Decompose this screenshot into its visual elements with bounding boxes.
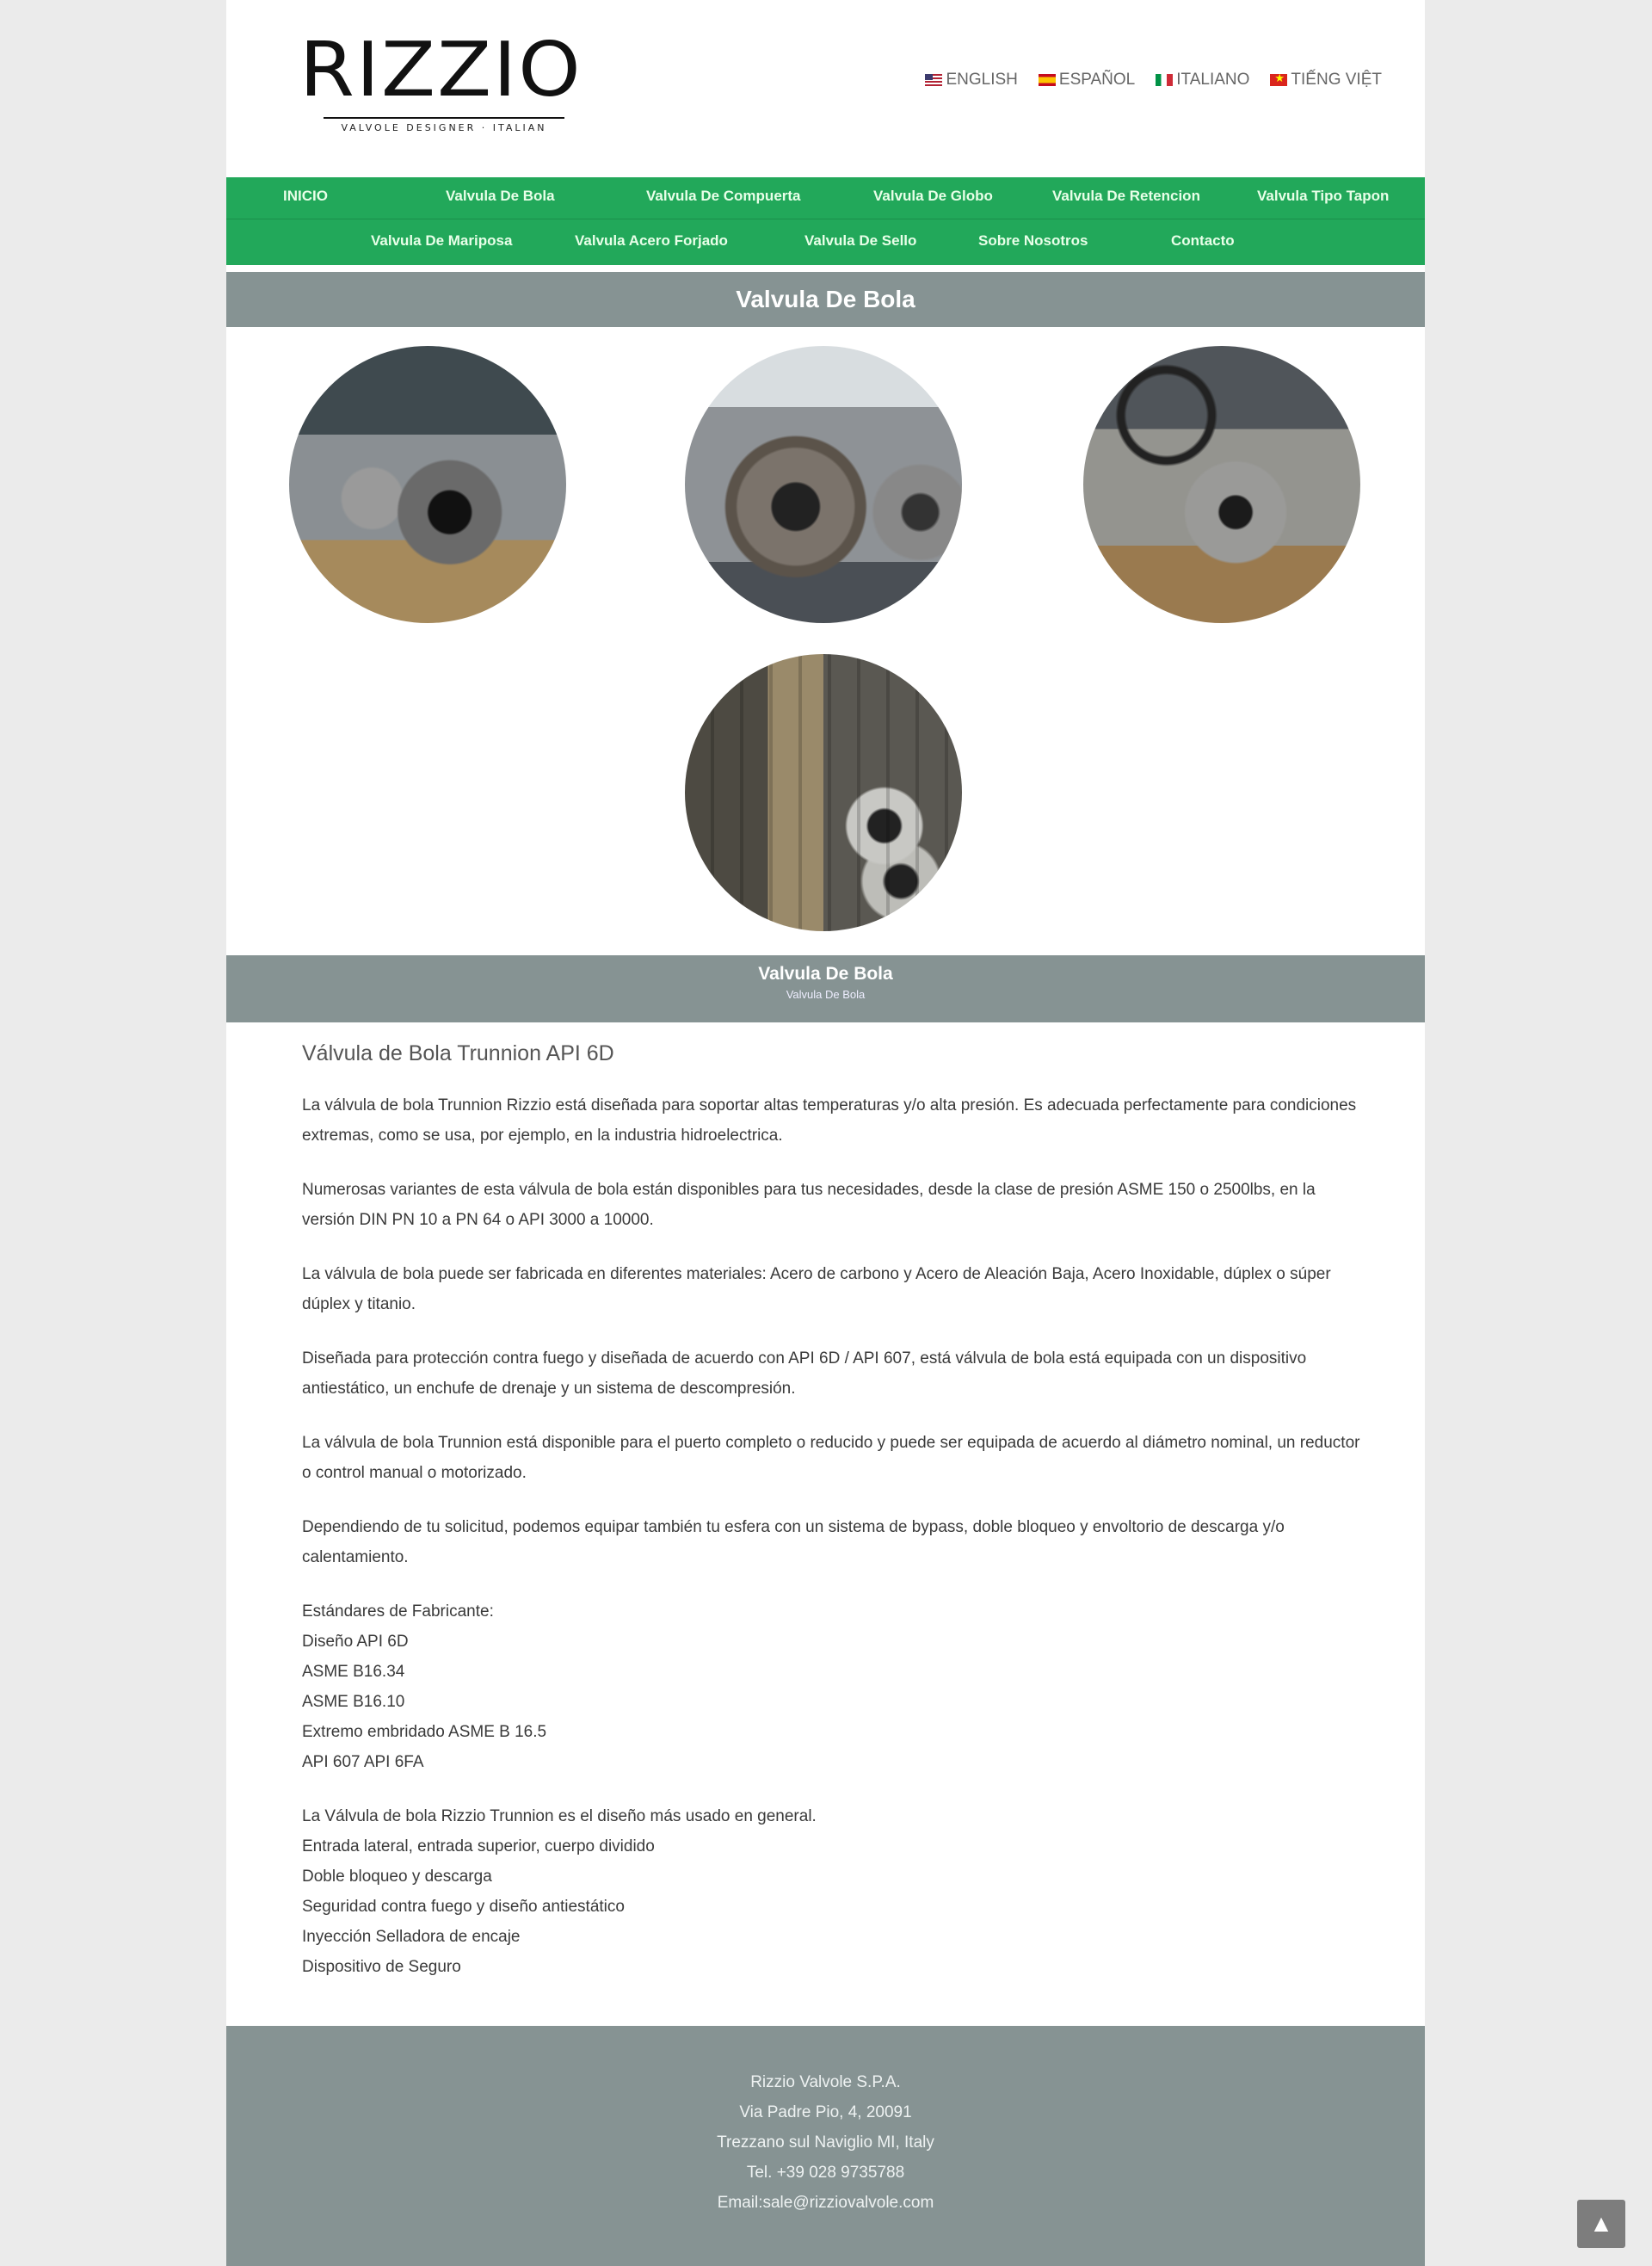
ball-valve-photo-4[interactable]: [685, 654, 962, 931]
nav-valvula-de-mariposa[interactable]: Valvula De Mariposa: [371, 232, 513, 249]
features-list: [302, 1801, 1360, 1982]
back-to-top-button[interactable]: [1577, 2200, 1625, 2248]
nav-valvula-de-retencion[interactable]: Valvula De Retencion: [1052, 188, 1200, 204]
footer-email[interactable]: Email:sale@rizziovalvole.com: [717, 2194, 934, 2212]
nav-valvula-acero-forjado[interactable]: Valvula Acero Forjado: [575, 232, 728, 249]
page-container: [226, 0, 1425, 2266]
chevron-up-icon: ▲: [1589, 2210, 1613, 2237]
list-item: ASME B16.10: [302, 1693, 405, 1711]
footer-city: Trezzano sul Naviglio MI, Italy: [717, 2133, 934, 2152]
lang-vietnamese[interactable]: [1270, 71, 1382, 90]
list-item: Seguridad contra fuego y diseño antiestático: [302, 1898, 625, 1916]
paragraph: La válvula de bola puede ser fabricada en diferentes materiales: Acero de carbono y Acero de Aleación Baja, Acero Inoxidable, dúplex o súper dúplex y titanio.: [302, 1265, 1331, 1313]
lang-label: ENGLISH: [946, 71, 1018, 89]
rizzio-logo[interactable]: [299, 26, 588, 136]
nav-sobre-nosotros[interactable]: Sobre Nosotros: [978, 232, 1088, 249]
paragraph: Numerosas variantes de esta válvula de bola están disponibles para tus necesidades, desde la clase de presión ASME 150 o 2500lbs, en la versión DIN PN 10 a PN 64 o API 3000 a 10000.: [302, 1181, 1316, 1229]
nav-inicio[interactable]: INICIO: [283, 188, 328, 204]
logo-tagline: VALVOLE DESIGNER · ITALIAN: [324, 117, 564, 136]
list-item: Estándares de Fabricante:: [302, 1602, 494, 1621]
main-nav: [226, 177, 1425, 265]
standards-list: [302, 1596, 1360, 1777]
nav-valvula-de-sello[interactable]: Valvula De Sello: [804, 232, 917, 249]
page-title: Valvula De Bola: [226, 272, 1425, 327]
paragraph: La válvula de bola Trunnion está disponible para el puerto completo o reducido y puede ser equipada de acuerdo al diámetro nominal, un reductor o control manual o motorizado.: [302, 1434, 1360, 1482]
section-title: Valvula De Bola: [758, 964, 893, 984]
list-item: Extremo embridado ASME B 16.5: [302, 1723, 547, 1741]
breadcrumb[interactable]: Valvula De Bola: [786, 988, 866, 1001]
lang-espanol[interactable]: [1039, 71, 1135, 90]
spain-flag-icon: [1039, 74, 1056, 86]
lang-english[interactable]: [925, 71, 1017, 90]
main-content: [302, 1041, 1360, 1982]
ball-valve-photo-2[interactable]: [685, 346, 962, 623]
footer-address: Via Padre Pio, 4, 20091: [739, 2103, 912, 2121]
nav-valvula-de-compuerta[interactable]: Valvula De Compuerta: [646, 188, 801, 204]
ball-valve-photo-1[interactable]: [289, 346, 566, 623]
nav-valvula-tipo-tapon[interactable]: Valvula Tipo Tapon: [1257, 188, 1390, 204]
vietnam-flag-icon: [1270, 74, 1287, 86]
lang-label: TIẾNG VIỆT: [1291, 71, 1382, 89]
footer-phone[interactable]: Tel. +39 028 9735788: [746, 2164, 905, 2182]
footer-company: Rizzio Valvole S.P.A.: [750, 2073, 901, 2091]
logo-text: RIZZIO: [299, 26, 583, 114]
us-flag-icon: [925, 74, 942, 86]
site-footer: [226, 2026, 1425, 2266]
lang-label: ITALIANO: [1176, 71, 1250, 89]
section-header: [226, 955, 1425, 1022]
list-item: La Válvula de bola Rizzio Trunnion es el diseño más usado en general.: [302, 1807, 817, 1825]
list-item: Inyección Selladora de encaje: [302, 1928, 521, 1946]
ball-valve-photo-3[interactable]: [1083, 346, 1360, 623]
lang-italiano[interactable]: [1156, 71, 1249, 90]
content-heading: Válvula de Bola Trunnion API 6D: [302, 1041, 614, 1065]
nav-valvula-de-bola[interactable]: Valvula De Bola: [446, 188, 555, 204]
list-item: Doble bloqueo y descarga: [302, 1868, 492, 1886]
site-header: [226, 0, 1425, 177]
lang-label: ESPAÑOL: [1058, 71, 1136, 89]
paragraph: La válvula de bola Trunnion Rizzio está diseñada para soportar altas temperaturas y/o alta presión. Es adecuada perfectamente para condiciones extremas, como se usa, por ejemplo, en la industria hidroelectrica.: [302, 1096, 1357, 1145]
paragraph: Diseñada para protección contra fuego y diseñada de acuerdo con API 6D / API 607, está válvula de bola está equipada con un dispositivo antiestático, un enchufe de drenaje y un sistema de descompresión.: [302, 1349, 1307, 1398]
language-switcher: [925, 71, 1382, 90]
list-item: Dispositivo de Seguro: [302, 1958, 461, 1976]
nav-contacto[interactable]: Contacto: [1171, 232, 1235, 249]
list-item: API 607 API 6FA: [302, 1753, 424, 1771]
list-item: ASME B16.34: [302, 1663, 405, 1681]
nav-valvula-de-globo[interactable]: Valvula De Globo: [873, 188, 993, 204]
list-item: Diseño API 6D: [302, 1633, 409, 1651]
list-item: Entrada lateral, entrada superior, cuerpo dividido: [302, 1837, 655, 1855]
paragraph: Dependiendo de tu solicitud, podemos equipar también tu esfera con un sistema de bypass, doble bloqueo y envoltorio de descarga y/o calentamiento.: [302, 1518, 1285, 1566]
italy-flag-icon: [1156, 74, 1173, 86]
